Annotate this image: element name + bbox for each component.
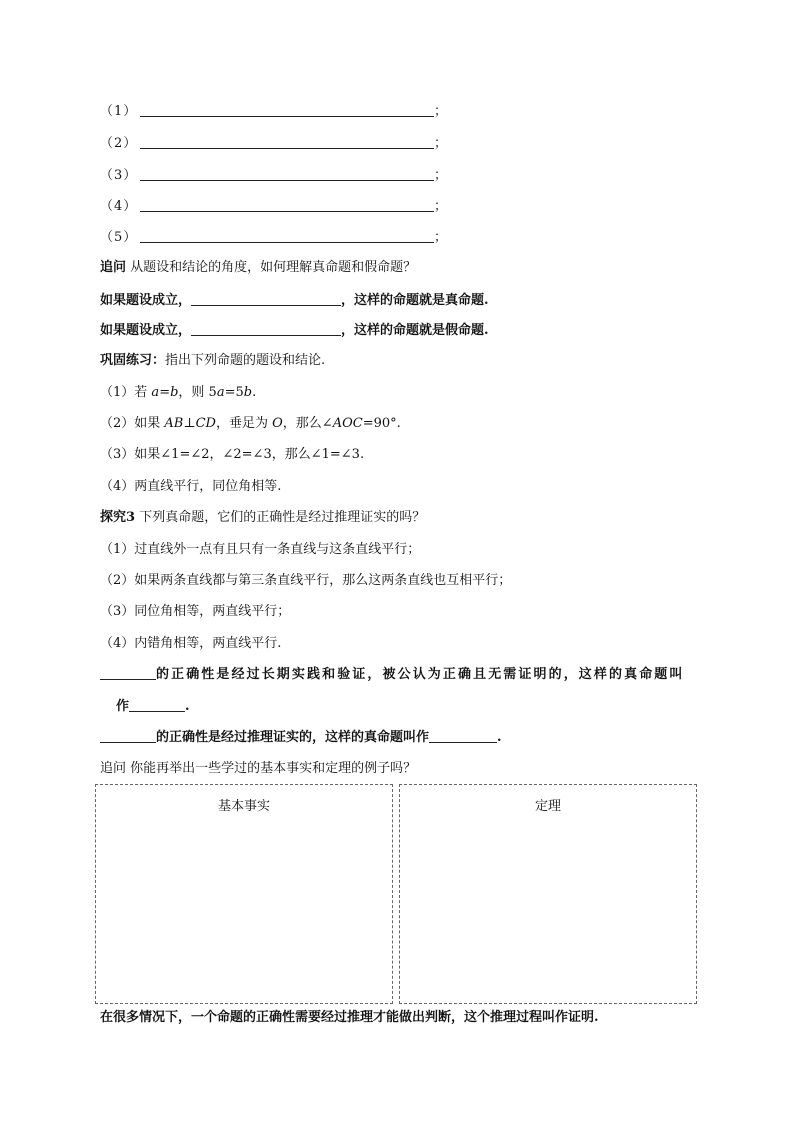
item-number: （2） xyxy=(100,136,138,151)
practice-item-4: （4）两直线平行，同位角相等. xyxy=(100,479,282,494)
fill-blank[interactable] xyxy=(140,197,434,212)
practice-heading: 巩固练习：指出下列命题的题设和结论. xyxy=(100,353,326,368)
fill-blank[interactable] xyxy=(140,102,434,117)
item-number: （4） xyxy=(100,199,138,214)
explore-heading: 探究3 下列真命题，它们的正确性是经过推理证实的吗？ xyxy=(100,510,426,525)
blank-row-5: （5） ； xyxy=(100,230,448,245)
fill-blank[interactable] xyxy=(100,728,156,743)
practice-item-3: （3）如果∠1=∠2，∠2=∠3，那么∠1=∠3. xyxy=(100,447,365,462)
blank-row-4: （4） ； xyxy=(100,199,448,214)
fill-blank[interactable] xyxy=(429,728,497,743)
axiom-definition-continuation: 作 . xyxy=(116,699,190,714)
practice-item-1: （1）若 a=b，则 5a=5b. xyxy=(100,385,257,400)
conclusion-text: 在很多情况下，一个命题的正确性需要经过推理才能做出判断，这个推理过程叫作证明. xyxy=(100,1010,599,1025)
fill-blank[interactable] xyxy=(100,665,156,680)
blank-row-2: （2） ； xyxy=(100,136,448,151)
fill-blank[interactable] xyxy=(140,134,434,149)
fill-blank[interactable] xyxy=(191,291,341,306)
fill-blank[interactable] xyxy=(140,228,434,243)
blank-row-3: （3） ； xyxy=(100,168,448,183)
false-proposition-sentence: 如果题设成立， ，这样的命题就是假命题. xyxy=(100,323,489,338)
blank-row-1: （1） ； xyxy=(100,104,448,119)
explore-item-2: （2）如果两条直线都与第三条直线平行，那么这两条直线也互相平行； xyxy=(100,573,512,588)
theorem-definition-sentence: 的正确性是经过推理证实的，这样的真命题叫作 . xyxy=(100,728,502,747)
explore-item-4: （4）内错角相等，两直线平行. xyxy=(100,636,282,651)
fill-blank[interactable] xyxy=(140,166,434,181)
explore-item-3: （3）同位角相等，两直线平行； xyxy=(100,604,291,619)
explore-item-1: （1）过直线外一点有且只有一条直线与这条直线平行； xyxy=(100,542,421,557)
axiom-definition-sentence: 的正确性是经过长期实践和验证，被公认为正确且无需证明的，这样的真命题叫 xyxy=(100,665,685,684)
box-title: 基本事实 xyxy=(217,799,270,814)
practice-item-2: （2）如果 AB⊥CD，垂足为 O，那么∠AOC=90°. xyxy=(100,416,401,431)
true-proposition-sentence: 如果题设成立， ，这样的命题就是真命题. xyxy=(100,293,489,308)
follow-up-question-2: 追问 你能再举出一些学过的基本事实和定理的例子吗？ xyxy=(100,761,417,776)
basic-facts-box[interactable] xyxy=(95,784,393,1004)
box-title: 定理 xyxy=(534,799,561,814)
item-number: （3） xyxy=(100,168,138,183)
item-number: （5） xyxy=(100,230,138,245)
fill-blank[interactable] xyxy=(191,321,341,336)
fill-blank[interactable] xyxy=(129,697,185,712)
item-number: （1） xyxy=(100,104,138,119)
follow-up-question-1: 追问 从题设和结论的角度，如何理解真命题和假命题？ xyxy=(100,260,417,275)
theorems-box[interactable] xyxy=(399,784,697,1004)
